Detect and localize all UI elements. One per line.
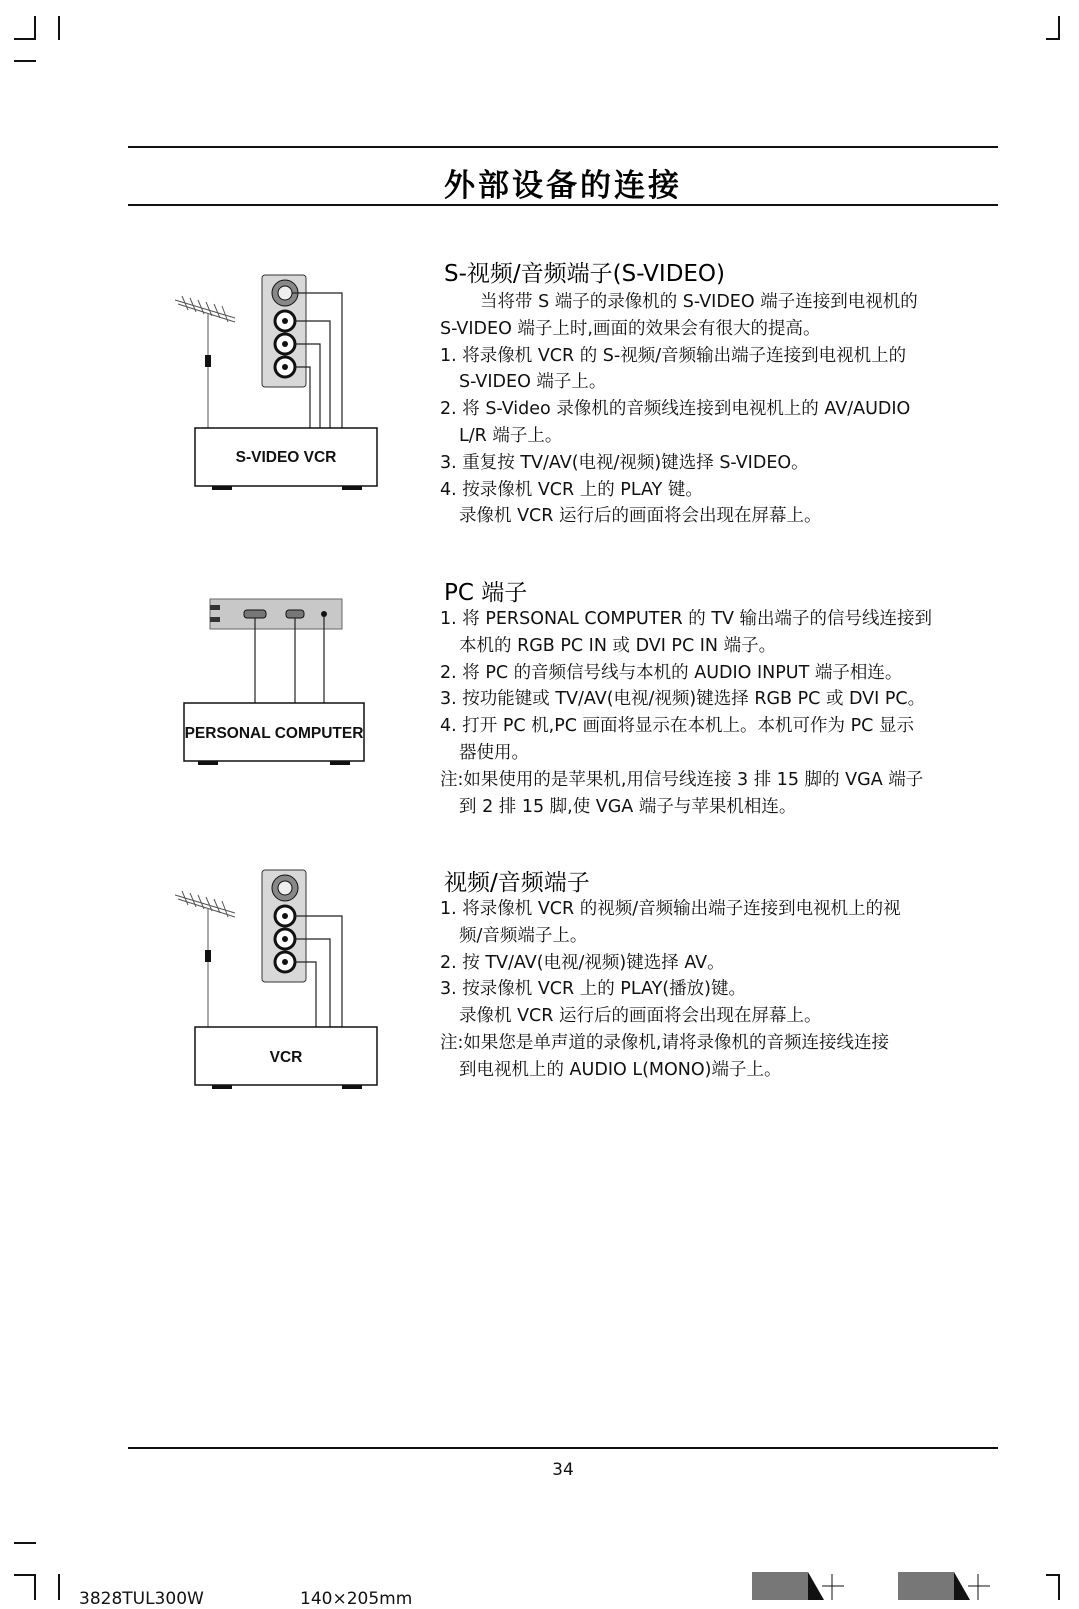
text-line: 当将带 S 端子的录像机的 S-VIDEO 端子连接到电视机的 [480, 292, 918, 312]
av-heading: 视频/音频端子 [444, 870, 590, 896]
pc-heading: PC 端子 [444, 580, 528, 606]
crop-mark [14, 1574, 36, 1576]
crop-mark [14, 1542, 36, 1544]
registration-mark-icon [898, 1566, 998, 1600]
text-line: 2. 按 TV/AV(电视/视频)键选择 AV。 [440, 952, 725, 973]
pc-label: PERSONAL COMPUTER [184, 725, 364, 742]
text-line: 2. 将 PC 的音频信号线与本机的 AUDIO INPUT 端子相连。 [440, 662, 903, 683]
text-line: 到电视机上的 AUDIO L(MONO)端子上。 [459, 1059, 782, 1080]
text-line: 1. 将录像机 VCR 的视频/音频输出端子连接到电视机上的视 [440, 899, 901, 919]
footer-code: 3828TUL300W [79, 1589, 204, 1609]
tv-input-panel [262, 870, 306, 982]
pc-cables [255, 617, 324, 703]
text-line: 注:如果使用的是苹果机,用信号线连接 3 排 15 脚的 VGA 端子 [440, 769, 924, 790]
pc-diagram [180, 595, 380, 775]
tv-input-panel [262, 275, 306, 387]
crop-mark [14, 38, 36, 40]
svideo-diagram [170, 270, 390, 505]
crop-mark [34, 16, 36, 40]
footer-size: 140×205mm [300, 1589, 413, 1609]
crop-mark [58, 1574, 60, 1600]
text-line: 频/音频端子上。 [459, 925, 588, 946]
text-line: 4. 打开 PC 机,PC 画面将显示在本机上。本机可作为 PC 显示 [440, 716, 914, 737]
text-line: 到 2 排 15 脚,使 VGA 端子与苹果机相连。 [459, 796, 797, 817]
text-line: S-VIDEO 端子上。 [459, 372, 607, 393]
text-line: 注:如果您是单声道的录像机,请将录像机的音频连接线连接 [440, 1032, 889, 1053]
footer-rule [128, 1447, 998, 1449]
crop-mark [58, 16, 60, 40]
top-rule [128, 146, 998, 148]
page-title: 外部设备的连接 [444, 168, 682, 204]
tv-rear-panel [210, 599, 342, 629]
text-line: 2. 将 S-Video 录像机的音频线连接到电视机上的 AV/AUDIO [440, 399, 911, 420]
text-line: L/R 端子上。 [459, 425, 563, 446]
text-line: 1. 将 PERSONAL COMPUTER 的 TV 输出端子的信号线连接到 [440, 609, 933, 629]
crop-mark [1058, 16, 1060, 40]
crop-mark [14, 60, 36, 62]
antenna-plug-icon [205, 950, 211, 962]
av-text [440, 896, 1000, 1084]
crop-mark [1058, 1574, 1060, 1600]
text-line: 3. 按录像机 VCR 上的 PLAY(播放)键。 [440, 979, 746, 1000]
av-diagram [170, 865, 390, 1100]
text-line: 3. 重复按 TV/AV(电视/视频)键选择 S-VIDEO。 [440, 452, 809, 473]
text-line: 录像机 VCR 运行后的画面将会出现在屏幕上。 [459, 1006, 822, 1027]
text-line: 本机的 RGB PC IN 或 DVI PC IN 端子。 [459, 635, 777, 656]
av-vcr-label: VCR [269, 1049, 303, 1066]
svideo-vcr-label: S-VIDEO VCR [235, 449, 337, 466]
text-line: 4. 按录像机 VCR 上的 PLAY 键。 [440, 479, 703, 500]
crop-mark [1046, 38, 1060, 40]
antenna-plug-icon [205, 355, 211, 367]
registration-mark-icon [752, 1566, 852, 1600]
text-line: S-VIDEO 端子上时,画面的效果会有很大的提高。 [440, 318, 821, 339]
svideo-heading: S-视频/音频端子(S-VIDEO) [444, 261, 726, 287]
crop-mark [34, 1574, 36, 1600]
svideo-text [440, 289, 1000, 530]
title-rule [128, 204, 998, 206]
page-number: 34 [552, 1460, 574, 1480]
pc-text [440, 606, 1000, 820]
text-line: 器使用。 [459, 742, 529, 763]
text-line: 录像机 VCR 运行后的画面将会出现在屏幕上。 [459, 506, 822, 527]
text-line: 1. 将录像机 VCR 的 S-视频/音频输出端子连接到电视机上的 [440, 345, 907, 366]
text-line: 3. 按功能键或 TV/AV(电视/视频)键选择 RGB PC 或 DVI PC。 [440, 689, 926, 710]
